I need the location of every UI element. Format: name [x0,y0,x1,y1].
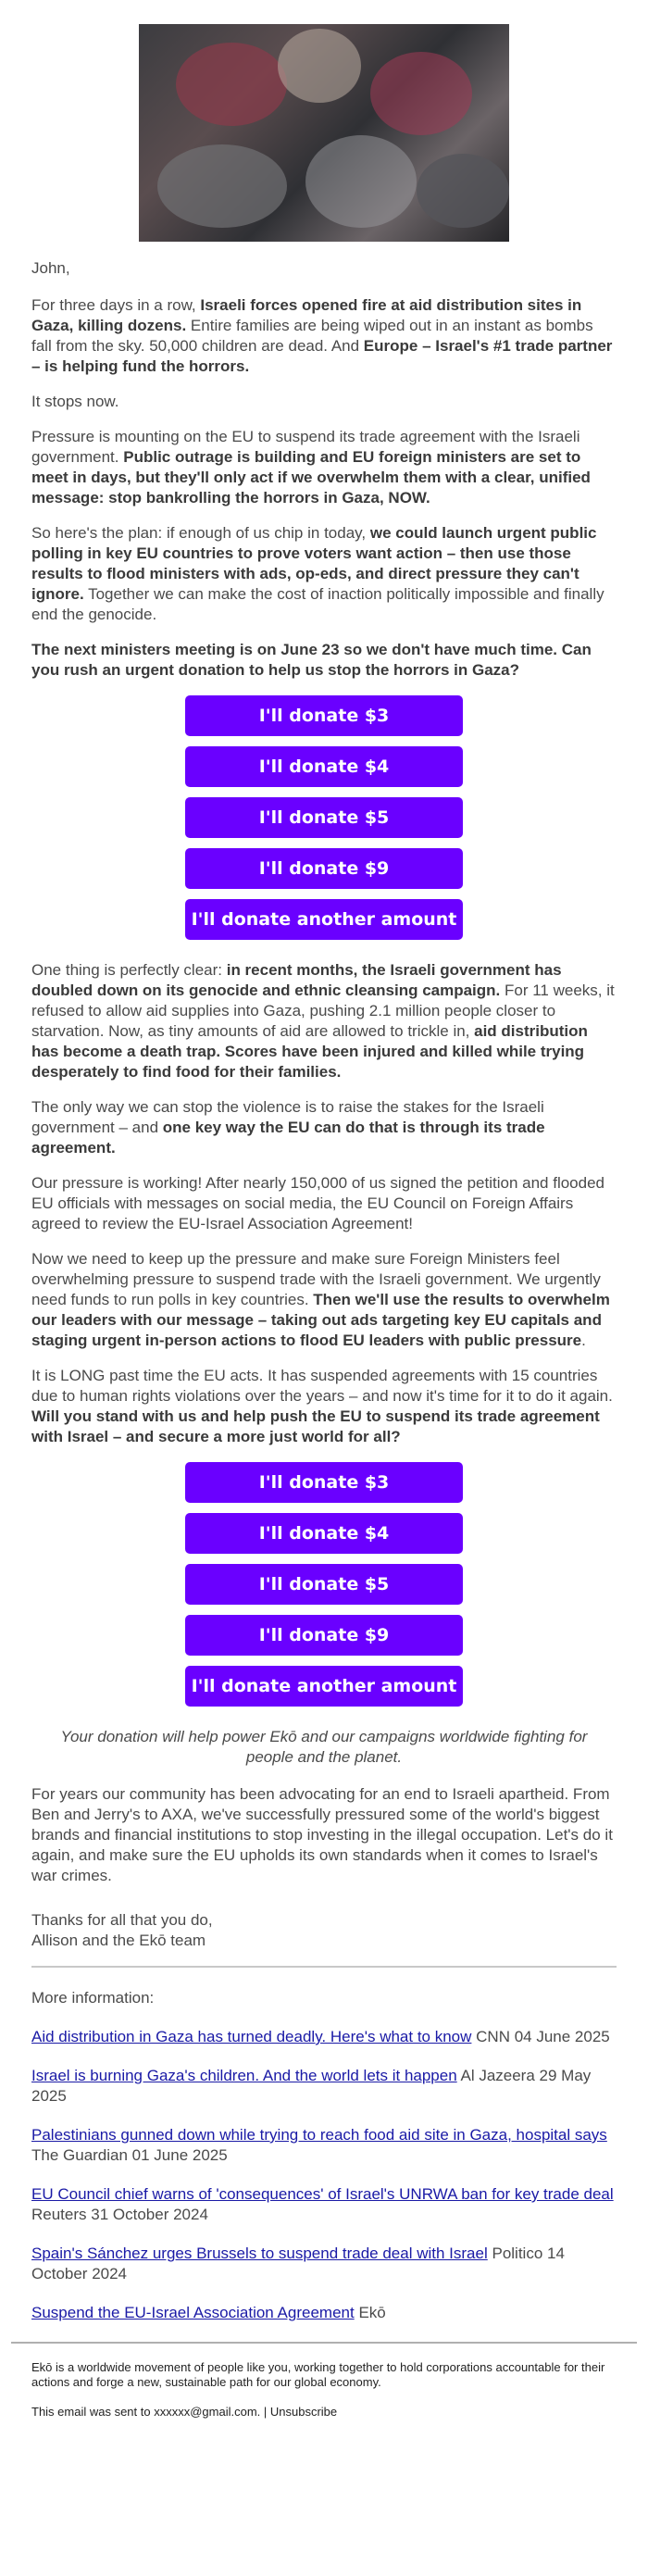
signoff-signature: Allison and the Ekō team [31,1932,206,1949]
reference-link[interactable]: Palestinians gunned down while trying to reach food aid site in Gaza, hospital says [31,2126,607,2144]
footer-divider [11,2342,637,2344]
paragraph [31,960,617,1082]
donate-3-button[interactable]: I'll donate $3 [185,1462,463,1503]
footer [31,2360,617,2420]
text-run: It stops now. [31,393,119,410]
reference-source: Reuters 31 October 2024 [31,2206,208,2223]
text-run: Our pressure is working! After nearly 150,000 of us signed the petition and flooded EU officials with messages on social media, the EU Council on Foreign Affairs agreed to review the EU-Israel Association Agreement! [31,1174,604,1232]
bold-text: Will you stand with us and help push the EU to suspend its trade agreement with Israel – and secure a more just world for all? [31,1407,600,1445]
text-run: It is LONG past time the EU acts. It has suspended agreements with 15 countries due to human rights violations over the years – and now it's time for it to do it again. [31,1367,613,1405]
bold-text: Then we'll use the results to overwhelm our leaders with our message – taking out ads targeting key EU capitals and staging urgent in-person actions to flood EU leaders with public pressure [31,1291,610,1349]
bold-text: Israeli forces opened fire at aid distribution sites in Gaza, killing dozens. [31,296,582,334]
donate-9-button[interactable]: I'll donate $9 [185,848,463,889]
reference-source: Politico 14 October 2024 [31,2245,565,2282]
reference-link[interactable]: Spain's Sánchez urges Brussels to suspend trade deal with Israel [31,2245,488,2262]
reference-link[interactable]: Suspend the EU-Israel Association Agreement [31,2304,355,2321]
bold-text: in recent months, the Israeli government has doubled down on its genocide and ethnic cleansing campaign. [31,961,562,999]
paragraph [31,1173,617,1234]
reference-item [31,2125,617,2166]
bold-text: Europe – Israel's #1 trade partner – is helping fund the horrors. [31,337,613,375]
paragraph [31,1097,617,1158]
text-run: For three days in a row, [31,296,201,314]
donate-button-group [31,695,617,940]
footer-sent-line [31,2405,617,2420]
bold-text: aid distribution has become a death trap. Scores have been injured and killed while trying desperately to find food for their families. [31,1022,588,1081]
donate-5-button[interactable]: I'll donate $5 [185,1564,463,1605]
donate-button-group [31,1462,617,1707]
email-body [31,0,617,2323]
text-run: Now we need to keep up the pressure and make sure Foreign Ministers feel overwhelming pressure to suspend trade with the Israeli government. We urgently need funds to run polls in key countries. [31,1250,601,1308]
text-run: The only way we can stop the violence is to raise the stakes for the Israeli government – and [31,1098,544,1136]
unsubscribe-link[interactable]: Unsubscribe [269,2405,338,2419]
signoff-line: Thanks for all that you do, [31,1911,213,1929]
paragraph [31,427,617,508]
bold-text: one key way the EU can do that is through its trade agreement. [31,1119,545,1157]
paragraph [31,523,617,625]
footer-separator: . | [256,2405,270,2419]
donate-other-button[interactable]: I'll donate another amount [185,899,463,940]
reference-source: Al Jazeera 29 May 2025 [31,2067,592,2105]
reference-source: The Guardian 01 June 2025 [31,2146,228,2164]
donate-9-button[interactable]: I'll donate $9 [185,1615,463,1656]
bold-text: we could launch urgent public polling in key EU countries to prove voters want action – then use those results to flood ministers with ads, op-eds, and direct pressure they can't ignore. [31,524,597,603]
text-run: Entire families are being wiped out in an instant as bombs fall from the sky. 50,000 children are dead. And [31,317,593,355]
text-run: Pressure is mounting on the EU to suspend its trade agreement with the Israeli government. [31,428,580,466]
reference-source: CNN 04 June 2025 [476,2028,610,2045]
text-run: For years our community has been advocating for an end to Israeli apartheid. From Ben and Jerry's to AXA, we've successfully pressured some of the world's biggest brands and financial institutions to stop investing in the illegal occupation. Let's do it again, and make sure the EU upholds its own standards when it comes to Israel's war crimes. [31,1785,613,1884]
reference-link[interactable]: EU Council chief warns of 'consequences' of Israel's UNRWA ban for key trade deal [31,2185,614,2203]
hero-photo [139,24,509,242]
donate-other-button[interactable]: I'll donate another amount [185,1666,463,1707]
bold-text: The next ministers meeting is on June 23 so we don't have much time. Can you rush an urgent donation to help us stop the horrors in Gaza? [31,641,592,679]
paragraph [31,1249,617,1351]
bold-text: Public outrage is building and EU foreign ministers are set to meet in days, but they'll only act if we overwhelm them with a clear, unified message: stop bankrolling the horrors in Gaza, NOW. [31,448,591,506]
donate-3-button[interactable]: I'll donate $3 [185,695,463,736]
footer-email: xxxxxx@gmail.com [154,2405,257,2419]
paragraph [31,392,617,412]
reference-link[interactable]: Israel is burning Gaza's children. And the world lets it happen [31,2067,457,2084]
donate-5-button[interactable]: I'll donate $5 [185,797,463,838]
text-run: One thing is perfectly clear: [31,961,227,979]
text-run: Together we can make the cost of inaction politically impossible and finally end the genocide. [31,585,604,623]
paragraph [31,295,617,377]
reference-item [31,2244,617,2284]
text-run: So here's the plan: if enough of us chip in today, [31,524,370,542]
reference-item [31,2066,617,2107]
paragraph [31,1366,617,1447]
donate-4-button[interactable]: I'll donate $4 [185,746,463,787]
text-run: . [581,1332,586,1349]
greeting: John, [31,259,70,277]
reference-item [31,2027,617,2047]
reference-item [31,2184,617,2225]
paragraph [31,1784,617,1886]
divider [31,1966,617,1968]
reference-link[interactable]: Aid distribution in Gaza has turned deadly. Here's what to know [31,2028,472,2045]
footer-about: Ekō is a worldwide movement of people like you, working together to hold corporations accountable for their actions and forge a new, sustainable path for our global economy. [31,2360,605,2389]
signoff [31,1910,617,1951]
donation-note: Your donation will help power Ekō and our campaigns worldwide fighting for people and the planet. [60,1728,588,1766]
paragraph [31,640,617,681]
text-run: For 11 weeks, it refused to allow aid supplies into Gaza, pushing 2.1 million people closer to starvation. Now, as tiny amounts of aid are allowed to trickle in, [31,982,615,1040]
footer-sent-prefix: This email was sent to [31,2405,155,2419]
reference-item [31,2303,617,2323]
more-info-title: More information: [31,1989,155,2007]
donate-4-button[interactable]: I'll donate $4 [185,1513,463,1554]
reference-source: Ekō [358,2304,386,2321]
